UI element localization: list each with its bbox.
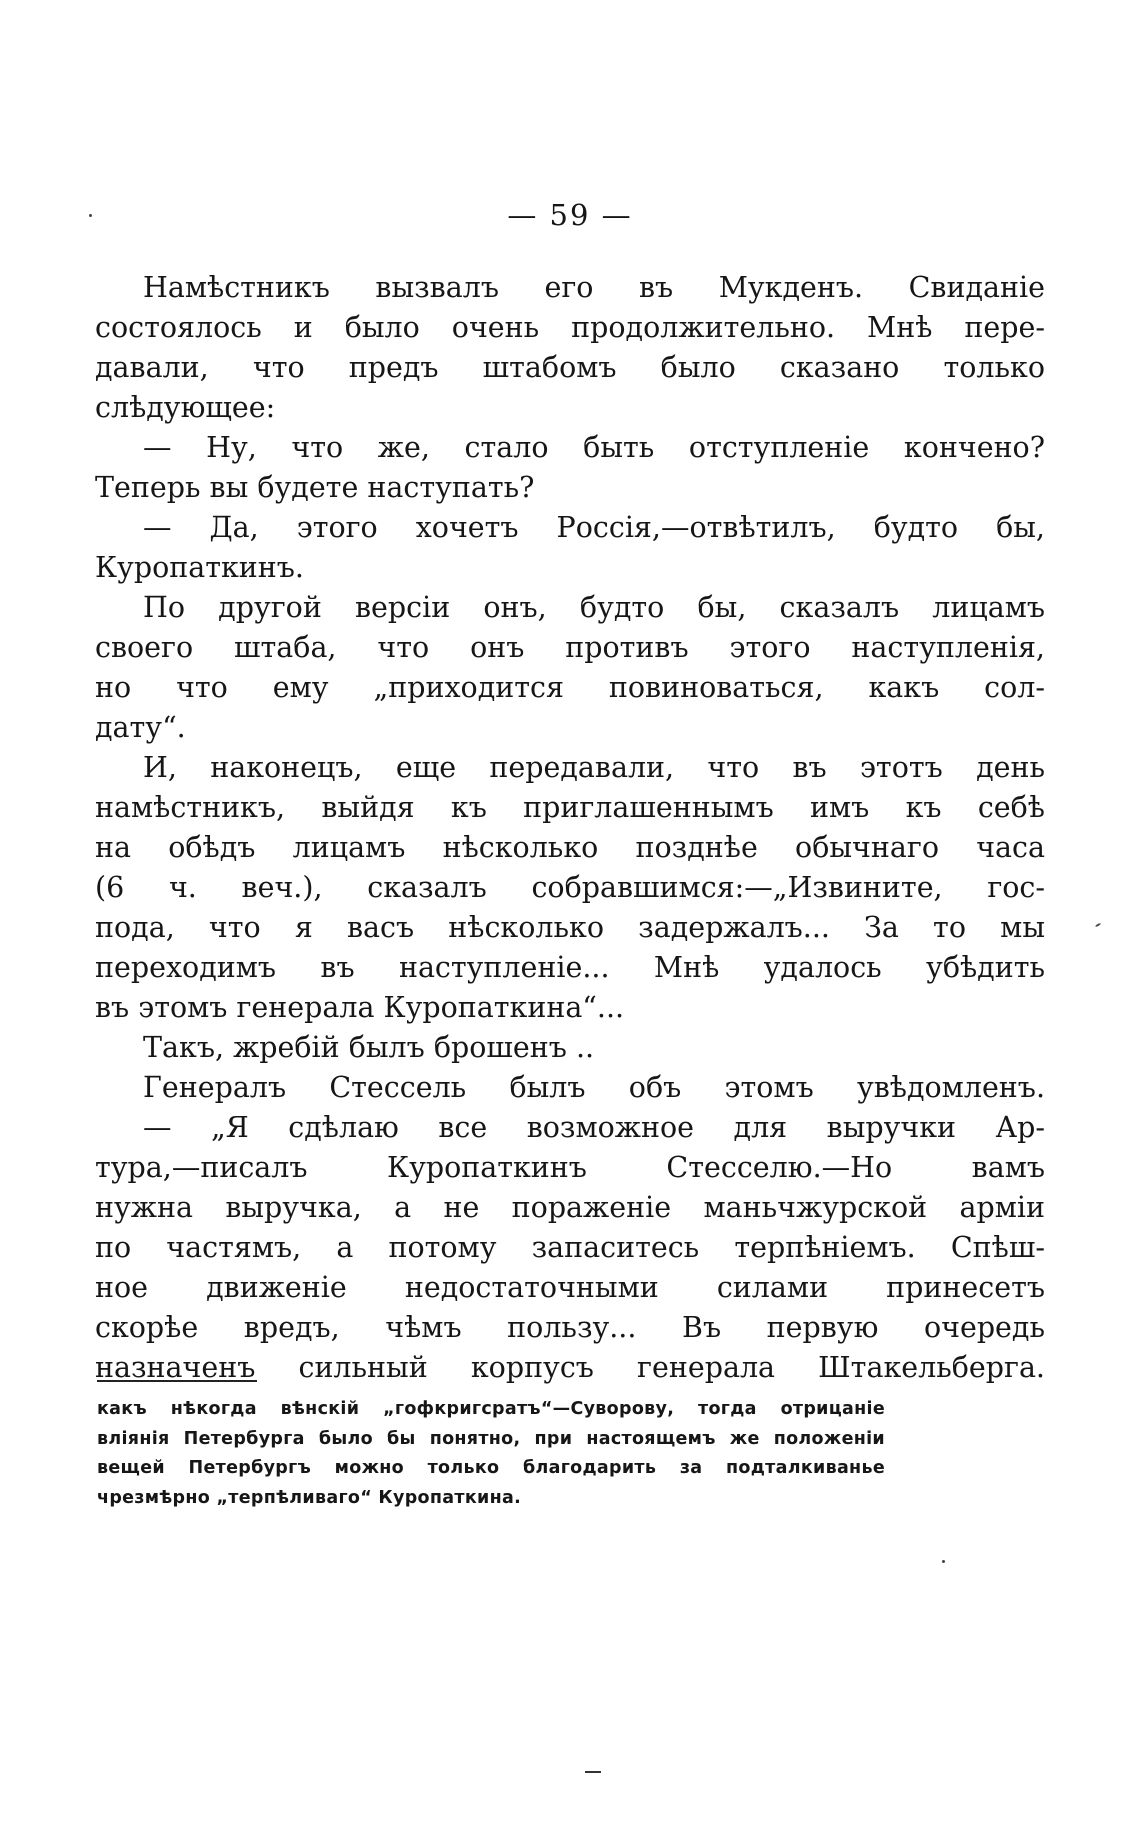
text-line: ное движенiе недостаточными силами принесетъ: [95, 1271, 1045, 1304]
main-text: [95, 268, 1045, 1388]
text-line: въ этомъ генерала Куропаткина“...: [95, 991, 625, 1024]
footnote-separator: [97, 1380, 257, 1382]
text-line: скорѣе вредъ, чѣмъ пользу... Въ первую очередь: [95, 1311, 1045, 1344]
print-speck: [89, 214, 92, 217]
text-line: на обѣдъ лицамъ нѣсколько позднѣе обычнаго часа: [95, 831, 1045, 864]
text-line: дату“.: [95, 711, 186, 744]
text-line: И, наконецъ, еще передавали, что въ этотъ день: [143, 751, 1045, 784]
text-line: по частямъ, а потому запаситесь терпѣнiемъ. Спѣш-: [95, 1231, 1045, 1264]
text-line: Теперь вы будете наступать?: [95, 471, 535, 504]
text-line: давали, что предъ штабомъ было сказано только: [95, 351, 1045, 384]
text-line: По другой версiи онъ, будто бы, сказалъ лицамъ: [143, 591, 1045, 624]
text-line: состоялось и было очень продолжительно. Мнѣ пере-: [95, 311, 1045, 344]
text-line: — „Я сдѣлаю все возможное для выручки Ар-: [143, 1111, 1045, 1144]
text-line: намѣстникъ, выйдя къ приглашеннымъ имъ къ себѣ: [95, 791, 1045, 824]
text-line: тура,—писалъ Куропаткинъ Стесселю.—Но вамъ: [95, 1151, 1045, 1184]
text-line: (6 ч. веч.), сказалъ собравшимся:—„Извините, гос-: [95, 871, 1045, 904]
text-line: Такъ, жребiй былъ брошенъ ..: [143, 1031, 595, 1064]
text-line: — Да, этого хочетъ Россiя,—отвѣтилъ, будто бы,: [143, 511, 1045, 544]
text-line: Куропаткинъ.: [95, 551, 304, 584]
text-line: но что ему „приходится повиноваться, какъ сол-: [95, 671, 1045, 704]
footnote-line: влiянiя Петербурга было бы понятно, при настоящемъ же положенiи: [97, 1428, 885, 1449]
text-line: назначенъ сильный корпусъ генерала Штакельберга.: [95, 1351, 1045, 1384]
print-speck: [1095, 923, 1101, 928]
page-number: — 59 —: [507, 198, 633, 232]
text-line: переходимъ въ наступленiе... Мнѣ удалось убѣдить: [95, 951, 1045, 984]
text-line: Намѣстникъ вызвалъ его въ Мукденъ. Свиданiе: [143, 271, 1045, 304]
footnote-line: какъ нѣкогда вѣнскiй „гофкригсратъ“—Суворову, тогда отрицанiе: [97, 1399, 885, 1419]
bottom-mark: [585, 1771, 601, 1773]
footnote-line: вещей Петербургъ можно только благодарить за подталкиванье: [97, 1458, 885, 1478]
text-line: пода, что я васъ нѣсколько задержалъ... За то мы: [95, 911, 1045, 944]
text-line: своего штаба, что онъ противъ этого наступленiя,: [95, 631, 1045, 664]
footnote: [97, 1395, 885, 1513]
text-line: слѣдующее:: [95, 391, 276, 424]
text-line: нужна выручка, а не пораженiе маньчжурской армiи: [95, 1191, 1045, 1224]
footnote-line: чрезмѣрно „терпѣливаго“ Куропаткина.: [97, 1487, 522, 1508]
text-line: Генералъ Стессель былъ объ этомъ увѣдомленъ.: [143, 1071, 1045, 1104]
print-speck: [942, 1560, 945, 1563]
text-line: — Ну, что же, стало быть отступленiе кончено?: [143, 431, 1045, 464]
